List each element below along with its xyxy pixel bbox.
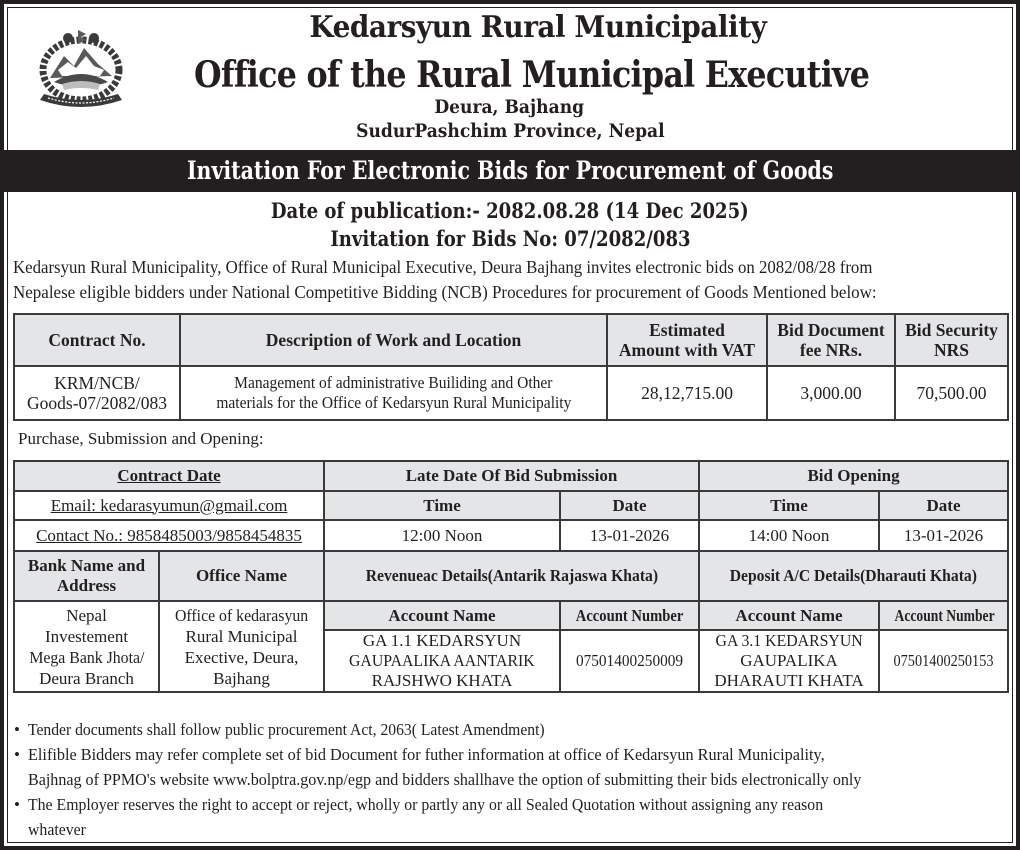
contract-no-cell: KRM/NCB/ Goods-07/2082/083 — [14, 366, 180, 420]
list-item: • The Employer reserves the right to accept or reject, wholly or partly any or all Sealed Quotation without assigning any reason — [14, 792, 1010, 817]
bank-name-cell: Nepal Investement Mega Bank Jhota/ Deura Branch — [14, 601, 159, 692]
deposit-account-name-label: Account Name — [699, 601, 879, 630]
description-cell: Management of administrative Builiding and Other materials for the Office of Kedarsyun Rural Municipality — [180, 366, 607, 420]
bid-security-cell: 70,500.00 — [895, 366, 1008, 420]
contract-table-header-row — [14, 314, 1008, 366]
address-line-1: Deura, Bajhang — [434, 96, 584, 118]
opening-date-label: Date — [879, 491, 1008, 520]
revenue-account-name-label: Account Name — [324, 601, 560, 630]
account-label-row — [14, 601, 1008, 630]
schedule-subheader-row — [14, 491, 1008, 520]
office-name-cell: Office of kedarasyun Rural Municipal Exective, Deura, Bajhang — [159, 601, 324, 692]
email-link[interactable]: Email: kedarasyumun@gmail.com — [14, 491, 324, 520]
notice-title-banner: Invitation For Electronic Bids for Procurement of Goods — [0, 150, 1020, 192]
schedule-header-row — [14, 461, 1008, 491]
submission-date-label: Date — [560, 491, 699, 520]
notes-list — [14, 717, 1010, 842]
purchase-label: Purchase, Submission and Opening: — [18, 429, 264, 448]
municipality-name: Kedarsyun Rural Municipality — [309, 10, 767, 45]
submission-time-label: Time — [324, 491, 560, 520]
opening-header: Bid Opening — [699, 461, 1008, 491]
deposit-details-header: Deposit A/C Details(Dharauti Khata) — [699, 551, 1008, 601]
deposit-account-name: GA 3.1 KEDARSYUN GAUPALIKA DHARAUTI KHATA — [699, 630, 879, 692]
opening-time-label: Time — [699, 491, 879, 520]
contract-date-header: Contract Date — [14, 461, 324, 491]
contract-table — [13, 313, 1009, 421]
header-contract-no: Contract No. — [14, 314, 180, 366]
header-estimated-amount: Estimated Amount with VAT — [607, 314, 767, 366]
office-name-header: Office Name — [159, 551, 324, 601]
schedule-values-row — [14, 520, 1008, 551]
header-bid-security: Bid Security NRS — [895, 314, 1008, 366]
intro-paragraph-line-1: Kedarsyun Rural Municipality, Office of Rural Municipal Executive, Deura Bajhang invites electronic bids on 2082/08/28 from — [13, 257, 873, 277]
header-description: Description of Work and Location — [180, 314, 607, 366]
list-item-continuation: whatever — [28, 820, 86, 839]
publication-date: Date of publication:- 2082.08.28 (14 Dec 2025) — [271, 198, 749, 223]
address-line-2: SudurPashchim Province, Nepal — [355, 120, 665, 142]
deposit-account-number-label: Account Number — [879, 601, 1008, 630]
bid-fee-cell: 3,000.00 — [767, 366, 895, 420]
table-row — [14, 366, 1008, 420]
submission-date: 13-01-2026 — [560, 520, 699, 551]
list-item: • Tender documents shall follow public procurement Act, 2063( Latest Amendment) — [14, 717, 1010, 742]
submission-time: 12:00 Noon — [324, 520, 560, 551]
list-item-continuation: Bajhnag of PPMO's website www.bolptra.gov.np/egp and bidders shallhave the option of submitting their bids electronically only — [28, 770, 862, 789]
office-name: Office of the Rural Municipal Executive — [194, 54, 870, 96]
revenue-details-header: Revenueac Details(Antarik Rajaswa Khata) — [324, 551, 699, 601]
bank-header-row — [14, 551, 1008, 601]
submission-header: Late Date Of Bid Submission — [324, 461, 699, 491]
ifb-number: Invitation for Bids No: 07/2082/083 — [329, 226, 691, 251]
intro-paragraph-line-2: Nepalese eligible bidders under National Competitive Bidding (NCB) Procedures for procurement of Goods Mentioned below: — [13, 282, 877, 302]
contact-number[interactable]: Contact No.: 9858485003/9858454835 — [14, 520, 324, 551]
revenue-account-number-label: Account Number — [560, 601, 699, 630]
revenue-account-number: 07501400250009 — [560, 630, 699, 692]
estimated-amount-cell: 28,12,715.00 — [607, 366, 767, 420]
opening-time: 14:00 Noon — [699, 520, 879, 551]
revenue-account-name: GA 1.1 KEDARSYUN GAUPAALIKA AANTARIK RAJSHWO KHATA — [324, 630, 560, 692]
opening-date: 13-01-2026 — [879, 520, 1008, 551]
schedule-bank-table — [13, 460, 1009, 693]
header-bid-document-fee: Bid Document fee NRs. — [767, 314, 895, 366]
bank-name-header: Bank Name and Address — [14, 551, 159, 601]
list-item: • Elifible Bidders may refer complete set of bid Document for futher information at office of Kedarsyun Rural Municipality, — [14, 742, 1010, 767]
deposit-account-number: 07501400250153 — [879, 630, 1008, 692]
